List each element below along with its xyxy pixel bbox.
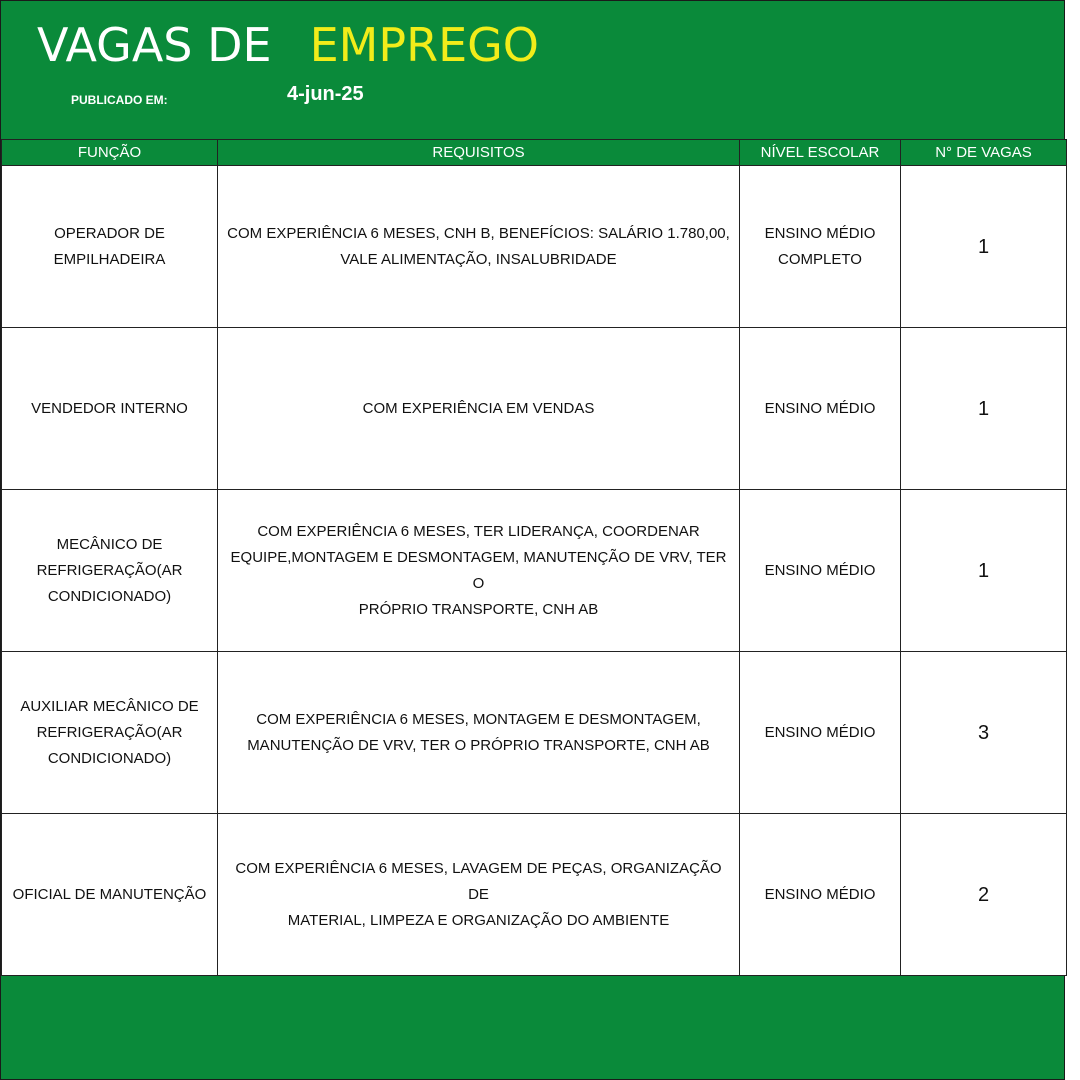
cell-nivel-escolar-line: COMPLETO: [778, 250, 862, 268]
cell-requisitos-line: COM EXPERIÊNCIA EM VENDAS: [362, 399, 595, 417]
column-header-vagas: N° DE VAGAS: [901, 140, 1067, 166]
cell-funcao-line: REFRIGERAÇÃO(AR: [36, 561, 183, 579]
cell-nivel-escolar: [740, 166, 901, 328]
column-header-nivel-escolar: NÍVEL ESCOLAR: [740, 140, 901, 166]
title-emprego: EMPREGO: [309, 18, 539, 72]
column-header-funcao: FUNÇÃO: [2, 140, 218, 166]
published-date: 4-jun-25: [287, 83, 364, 105]
cell-funcao-line: CONDICIONADO): [47, 749, 172, 767]
cell-requisitos-line: COM EXPERIÊNCIA 6 MESES, LAVAGEM DE PEÇAS, ORGANIZAÇÃO DE: [235, 859, 722, 903]
cell-funcao-line: OFICIAL DE MANUTENÇÃO: [12, 885, 207, 903]
cell-vagas: 1: [901, 166, 1067, 328]
cell-nivel-escolar: [740, 652, 901, 814]
table-header-row: [2, 140, 1067, 166]
cell-nivel-escolar-line: ENSINO MÉDIO: [764, 885, 876, 903]
cell-funcao: [2, 328, 218, 490]
cell-requisitos: [218, 328, 740, 490]
cell-requisitos-line: VALE ALIMENTAÇÃO, INSALUBRIDADE: [340, 250, 617, 268]
cell-requisitos: [218, 652, 740, 814]
cell-requisitos-line: PRÓPRIO TRANSPORTE, CNH AB: [358, 600, 599, 618]
cell-requisitos-line: COM EXPERIÊNCIA 6 MESES, CNH B, BENEFÍCIOS: SALÁRIO 1.780,00,: [227, 224, 730, 242]
cell-funcao-line: MECÂNICO DE: [56, 535, 163, 553]
cell-nivel-escolar-line: ENSINO MÉDIO: [764, 561, 876, 579]
column-header-requisitos: REQUISITOS: [218, 140, 740, 166]
jobs-table-body: [2, 166, 1067, 976]
cell-nivel-escolar-line: ENSINO MÉDIO: [764, 399, 876, 417]
cell-funcao: [2, 490, 218, 652]
cell-requisitos-line: COM EXPERIÊNCIA 6 MESES, TER LIDERANÇA, COORDENAR: [257, 522, 700, 540]
cell-vagas: 1: [901, 490, 1067, 652]
cell-funcao-line: OPERADOR DE: [54, 224, 165, 242]
table-row: [2, 490, 1067, 652]
cell-requisitos: [218, 814, 740, 976]
cell-requisitos-line: COM EXPERIÊNCIA 6 MESES, MONTAGEM E DESMONTAGEM,: [256, 710, 701, 728]
cell-funcao-line: AUXILIAR MECÂNICO DE: [20, 697, 199, 715]
table-row: [2, 166, 1067, 328]
published-label: PUBLICADO EM:: [71, 93, 168, 107]
jobs-table: [1, 139, 1067, 976]
cell-requisitos: [218, 166, 740, 328]
cell-vagas: 1: [901, 328, 1067, 490]
cell-nivel-escolar: [740, 328, 901, 490]
table-row: [2, 652, 1067, 814]
cell-requisitos-line: EQUIPE,MONTAGEM E DESMONTAGEM, MANUTENÇÃO DE VRV, TER O: [230, 548, 727, 592]
cell-requisitos-line: MATERIAL, LIMPEZA E ORGANIZAÇÃO DO AMBIENTE: [287, 911, 670, 929]
cell-funcao-line: VENDEDOR INTERNO: [31, 399, 188, 417]
cell-funcao-line: EMPILHADEIRA: [53, 250, 166, 268]
cell-vagas: 3: [901, 652, 1067, 814]
title-vagas-de: VAGAS DE: [37, 18, 272, 72]
cell-nivel-escolar: [740, 490, 901, 652]
cell-funcao: [2, 652, 218, 814]
cell-nivel-escolar-line: ENSINO MÉDIO: [764, 723, 876, 741]
cell-funcao: [2, 814, 218, 976]
page-title: [37, 15, 539, 75]
table-row: [2, 328, 1067, 490]
cell-nivel-escolar-line: ENSINO MÉDIO: [764, 224, 876, 242]
cell-nivel-escolar: [740, 814, 901, 976]
cell-vagas: 2: [901, 814, 1067, 976]
table-row: [2, 814, 1067, 976]
cell-funcao-line: REFRIGERAÇÃO(AR: [36, 723, 183, 741]
cell-requisitos: [218, 490, 740, 652]
cell-funcao: [2, 166, 218, 328]
cell-funcao-line: CONDICIONADO): [47, 587, 172, 605]
cell-requisitos-line: MANUTENÇÃO DE VRV, TER O PRÓPRIO TRANSPORTE, CNH AB: [247, 736, 710, 754]
